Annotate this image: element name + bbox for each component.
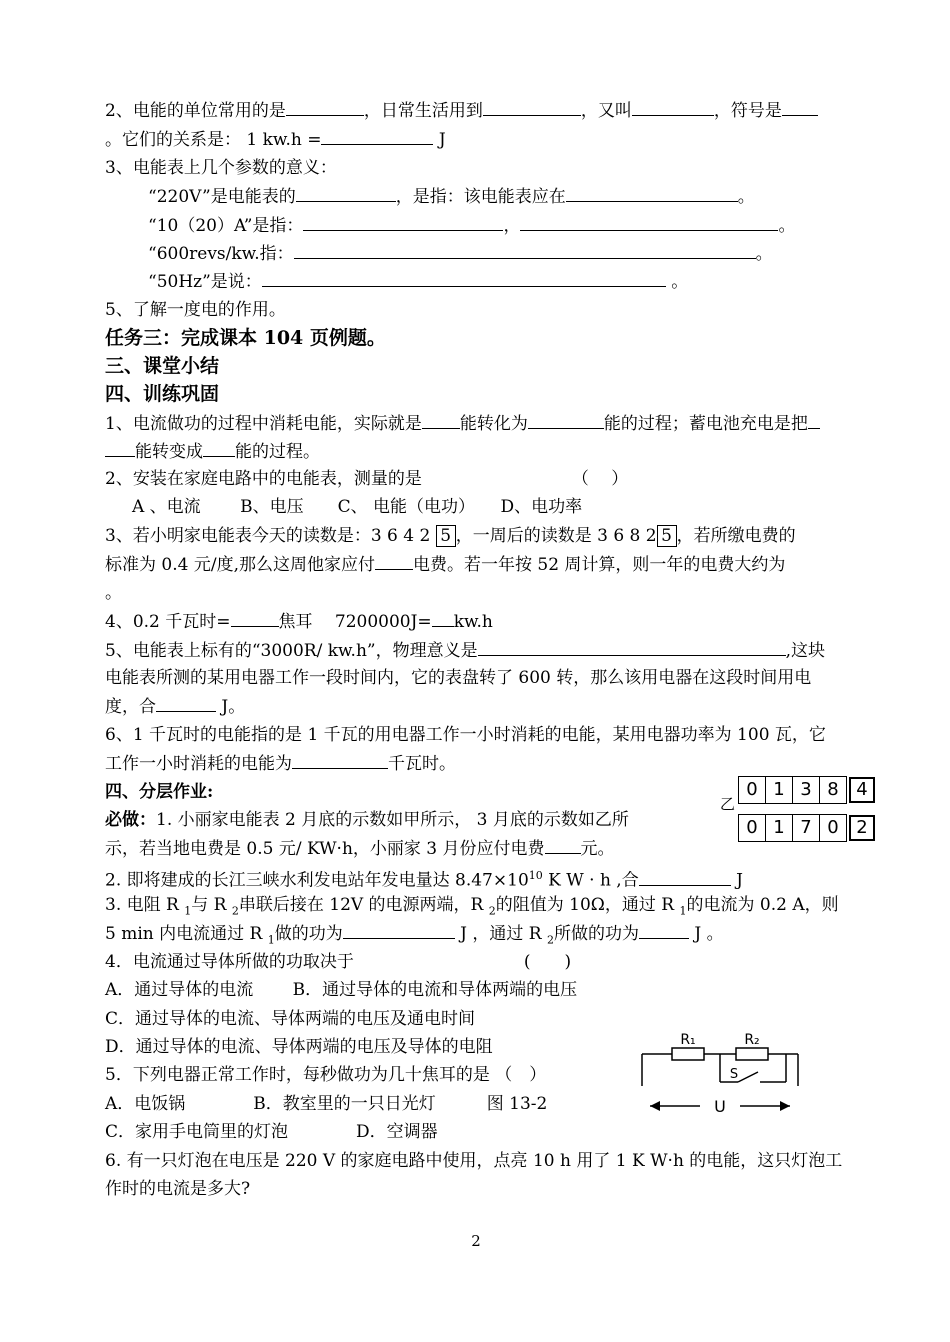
practice-q2-options: A 、电流 B、电压 C、 电能（电功） D、电功率 [132,497,583,517]
r1-label: R₁ [680,1032,696,1048]
meter-params-title: 3、电能表上几个参数的意义： [105,158,337,178]
homework-q5-cd: C．家用手电筒里的灯泡 D．空调器 [105,1122,438,1142]
homework-q4: 4．电流通过导体所做的功取决于 ( ) [105,952,572,972]
r2-label: R₂ [744,1032,760,1048]
meter-reading-1 [738,776,874,804]
meter-digit: 8 [819,776,847,804]
practice-q4: 4、0.2 千瓦时= 焦耳 7200000J= kw.h [105,612,493,632]
practice-q5: 5、电能表上标有的“3000R/ kw.h”，物理意义是 ,这块 [105,641,825,661]
practice-q1-cont: 能转变成 能的过程。 [105,440,320,463]
homework-q6: 6. 有一只灯泡在电压是 220 V 的家庭电路中使用，点亮 10 h 用了 1 K W·h 的电能，这只灯泡工 [105,1151,843,1171]
homework-q1: 必做：1. 小丽家电能表 2 月底的示数如甲所示， 3 月底的示数如乙所 [105,810,629,830]
practice-q6: 6、1 千瓦时的电能指的是 1 千瓦的用电器工作一小时消耗的电能，某用电器功率为 100 瓦，它 [105,725,826,745]
practice-q1: 1、电流做功的过程中消耗电能，实际就是 能转化为 能的过程；蓄电池充电是把 [105,412,820,435]
practice-q3-end: 。 [105,583,122,603]
u-label: U [714,1097,726,1116]
homework-q5: 5．下列电器正常工作时，每秒做功为几十焦耳的是 （ ） [105,1065,547,1085]
summary-heading: 三、课堂小结 [105,355,220,377]
kwh-usage: 5、了解一度电的作用。 [105,300,286,320]
switch-s [738,1072,758,1082]
circuit-diagram [630,1026,820,1126]
homework-q5-ab: A．电饭锅 B．教室里的一只日光灯 图 13-2 [105,1094,548,1114]
resistor-r1 [672,1048,704,1060]
homework-q3-cont: 5 min 内电流通过 R $_1$做的功为 J ，通过 R $_2$所做的功为 J 。 [105,924,724,947]
param-50hz: “50Hz”是说： 。 [148,272,689,292]
meter-digit-decimal: 2 [849,815,875,841]
homework-q6-cont: 作时的电流是多大? [105,1179,251,1199]
practice-q5-cont: 电能表所测的某用电器工作一段时间内，它的表盘转了 600 转，那么该用电器在这段时间用电 [105,668,812,688]
arrow-left-icon [650,1101,660,1111]
practice-heading: 四、训练巩固 [105,383,220,405]
practice-q3-cont: 标准为 0.4 元/度,那么这周他家应付 电费。若一年按 52 周计算，则一年的电费大约为 [105,555,786,575]
meter-reading-2 [738,814,874,842]
homework-q4-d: D．通过导体的电流、导体两端的电压及导体的电阻 [105,1037,493,1057]
param-10a: “10（20）A”是指： ， 。 [148,216,796,236]
resistor-r2 [736,1048,768,1060]
homework-q3: 3. 电阻 R $_1$与 R $_2$串联后接在 12V 的电源两端，R $_2$的阻值为 10Ω，通过 R $_1$的电流为 0.2 A，则 [105,895,839,918]
task3-heading: 任务三：完成课本 104 页例题。 [105,327,386,349]
meter-digit: 0 [819,814,847,842]
meter-digit-decimal: 4 [849,777,875,803]
meter-digit: 3 [792,776,820,804]
s-label: S [729,1067,739,1082]
page-number: 2 [471,1232,481,1250]
homework-heading: 四、分层作业: [105,782,214,802]
q-unit-relation: 。它们的关系是： 1 kw.h = J [105,130,446,150]
meter-digit: 7 [792,814,820,842]
meter-digit: 1 [765,776,793,804]
homework-q2: 2. 即将建成的长江三峡水利发电站年发电量达 $8.47\times 10^{10}$ K W · h ,合 J [105,869,743,891]
param-600revs: “600revs/kw.指： 。 [148,244,773,264]
meter-digit: 0 [738,814,766,842]
meter-label: 乙 [720,795,736,813]
param-220v: “220V”是电能表的 ，是指：该电能表应在 。 [148,187,755,207]
meter-digit: 1 [765,814,793,842]
practice-q2: 2、安装在家庭电路中的电能表，测量的是 （ ） [105,469,629,489]
practice-q6-cont: 工作一小时消耗的电能为 千瓦时。 [105,754,456,774]
homework-q4-c: C．通过导体的电流、导体两端的电压及通电时间 [105,1009,476,1029]
homework-q4-ab: A．通过导体的电流 B．通过导体的电流和导体两端的电压 [105,980,578,1000]
practice-q3: 3、若小明家电能表今天的读数是：3 6 4 2 5 ，一周后的读数是 3 6 8 2 5 ，若所缴电费的 [105,526,796,546]
homework-q1-cont: 示，若当地电费是 0.5 元/ KW·h，小丽家 3 月份应付电费 元。 [105,839,615,859]
practice-q5-end: 度，合 J。 [105,697,246,717]
arrow-right-icon [780,1101,790,1111]
meter-digit: 0 [738,776,766,804]
q-unit-line: 2、电能的单位常用的是 ，日常生活用到 ，又叫 ，符号是 [105,99,818,122]
